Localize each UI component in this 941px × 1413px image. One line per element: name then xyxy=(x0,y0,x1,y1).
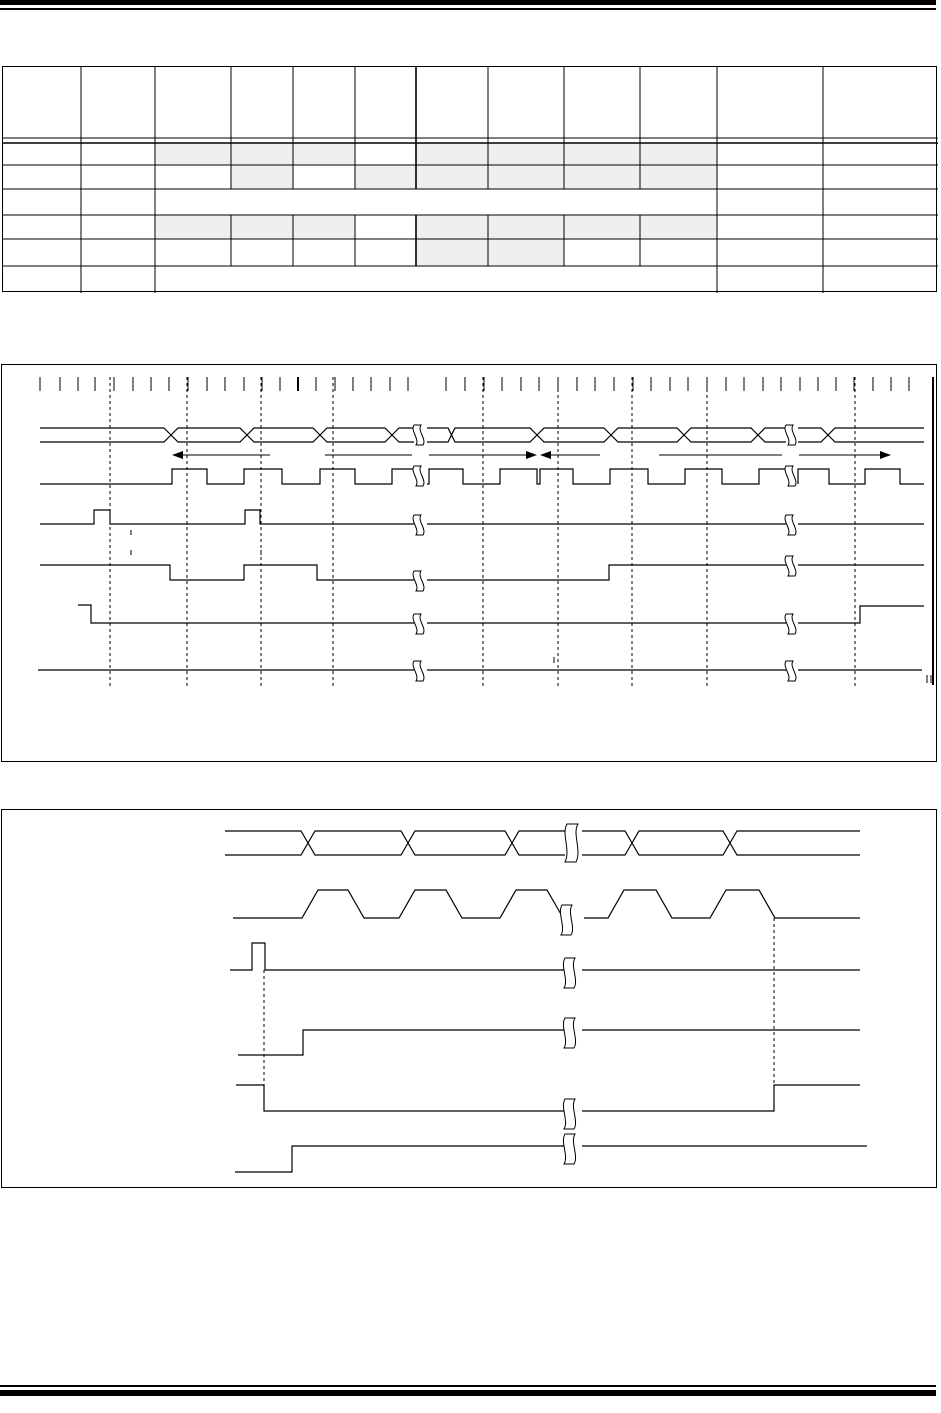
step-waveform-2 xyxy=(238,1030,860,1055)
enable-waveform-2 xyxy=(236,1085,860,1111)
timing-diagram-2 xyxy=(1,809,937,1188)
header-rule-thin xyxy=(0,8,936,10)
pulse-waveform-2 xyxy=(230,943,860,970)
register-table-grid xyxy=(3,67,938,293)
step-waveform-2b xyxy=(235,1146,867,1172)
timing-markers xyxy=(110,377,855,687)
footer-rule-thick xyxy=(0,1390,936,1396)
timing-diagram-1-svg xyxy=(2,365,938,763)
timing-diagram-1 xyxy=(1,364,937,762)
timing-diagram-2-svg xyxy=(2,810,938,1189)
register-table xyxy=(2,66,937,292)
clock-waveform-2 xyxy=(233,890,860,918)
direction-arrows xyxy=(172,451,891,459)
break-symbols xyxy=(413,425,796,681)
header-rule-thick xyxy=(0,0,936,5)
enable-waveform xyxy=(78,605,924,623)
bus-waveform-2 xyxy=(225,831,860,855)
shaded-cells xyxy=(155,143,717,266)
break-symbols-2 xyxy=(560,824,578,1164)
footer-rule-thin xyxy=(0,1385,936,1387)
clock-ticks xyxy=(40,377,909,391)
